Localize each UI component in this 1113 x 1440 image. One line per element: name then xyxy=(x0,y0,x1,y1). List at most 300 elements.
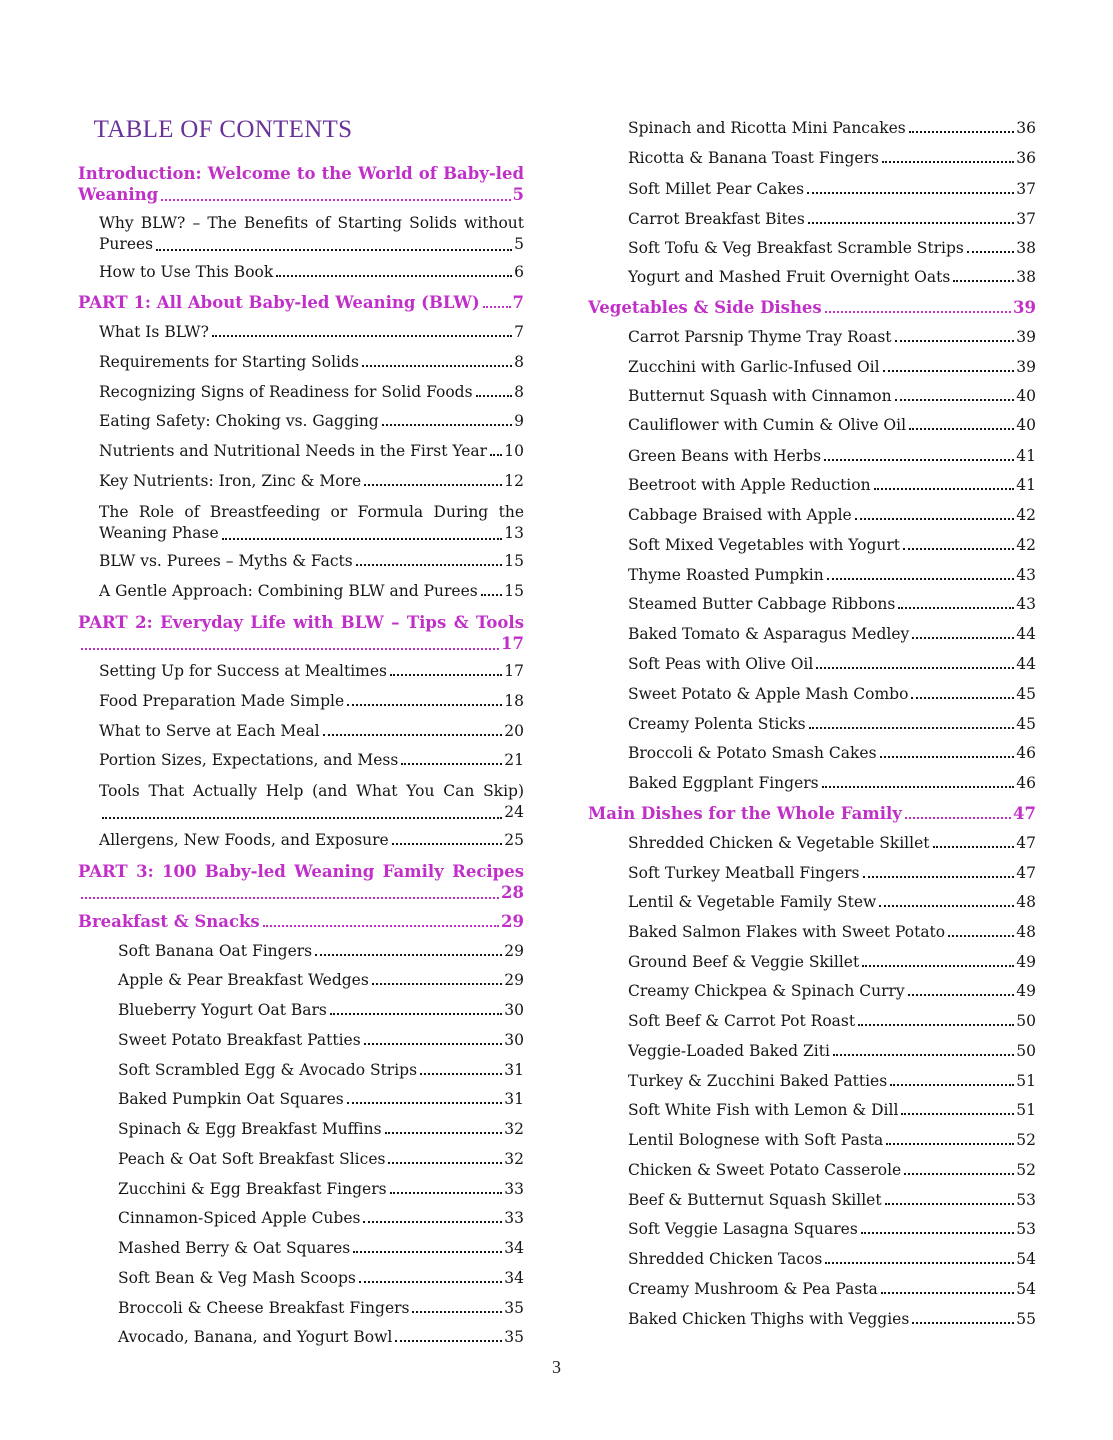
toc-page-number: 53 xyxy=(1016,1191,1036,1209)
toc-entry-title: The Role of Breastfeeding or Formula During the xyxy=(99,503,524,521)
toc-entry[interactable] xyxy=(628,864,1036,882)
toc-entry[interactable] xyxy=(628,210,1036,228)
toc-entry-title: Setting Up for Success at Mealtimes xyxy=(99,662,387,680)
toc-entry-title: Soft Turkey Meatball Fingers xyxy=(628,864,860,882)
dot-leader xyxy=(347,1101,503,1104)
toc-page-number: 20 xyxy=(504,722,524,740)
toc-page-number: 12 xyxy=(504,472,524,490)
toc-page-number: 13 xyxy=(504,524,524,542)
toc-page-number: 21 xyxy=(504,751,524,769)
toc-page-number: 54 xyxy=(1016,1250,1036,1268)
toc-page-number: 38 xyxy=(1016,268,1036,286)
toc-entry-title: Zucchini with Garlic-Infused Oil xyxy=(628,358,880,376)
toc-page-number: 33 xyxy=(504,1209,524,1227)
toc-entry-title: Green Beans with Herbs xyxy=(628,447,822,465)
toc-page-number: 44 xyxy=(1016,655,1036,673)
toc-entry-title: Spinach and Ricotta Mini Pancakes xyxy=(628,119,906,137)
toc-entry-title: Breakfast & Snacks xyxy=(78,912,260,931)
toc-entry[interactable] xyxy=(118,1269,524,1287)
dot-leader xyxy=(363,1220,502,1223)
toc-entry[interactable] xyxy=(99,692,524,710)
toc-entry[interactable] xyxy=(99,831,524,849)
toc-entry[interactable] xyxy=(99,412,524,430)
toc-entry[interactable] xyxy=(118,942,524,960)
dot-leader xyxy=(382,423,512,426)
toc-page-number: 39 xyxy=(1016,328,1036,346)
toc-entry-title: Mashed Berry & Oat Squares xyxy=(118,1239,351,1257)
dot-leader xyxy=(882,160,1014,163)
toc-page-number: 28 xyxy=(501,883,524,902)
toc-entry-title: Cauliflower with Cumin & Olive Oil xyxy=(628,416,907,434)
toc-entry-continuation xyxy=(99,234,524,255)
dot-leader xyxy=(886,1142,1014,1145)
dot-leader xyxy=(385,1131,503,1134)
toc-entry[interactable] xyxy=(118,1031,524,1049)
toc-page-number: 35 xyxy=(504,1299,524,1317)
toc-entry[interactable] xyxy=(628,655,1036,673)
toc-page-number: 8 xyxy=(514,353,524,371)
toc-page-number: 44 xyxy=(1016,625,1036,643)
toc-entry-title: Main Dishes for the Whole Family xyxy=(588,804,902,823)
toc-entry-title: Ground Beef & Veggie Skillet xyxy=(628,953,860,971)
toc-entry[interactable] xyxy=(118,1299,524,1317)
dot-leader xyxy=(883,369,1015,372)
dot-leader xyxy=(933,845,1015,848)
toc-entry[interactable] xyxy=(628,239,1036,257)
dot-leader xyxy=(401,762,502,765)
toc-entry[interactable] xyxy=(628,1131,1036,1149)
toc-section-heading[interactable] xyxy=(78,293,524,312)
toc-page-number: 15 xyxy=(504,552,524,570)
dot-leader xyxy=(909,427,1014,430)
toc-page-number: 45 xyxy=(1016,685,1036,703)
toc-page-number: 39 xyxy=(1016,358,1036,376)
toc-page-number: 5 xyxy=(514,235,524,253)
toc-entry-title: Vegetables & Side Dishes xyxy=(588,298,822,317)
dot-leader xyxy=(323,733,503,736)
toc-entry[interactable] xyxy=(628,715,1036,733)
toc-entry[interactable] xyxy=(118,1328,524,1346)
toc-page-number: 6 xyxy=(514,263,524,281)
dot-leader xyxy=(901,1112,1014,1115)
dot-leader xyxy=(364,483,502,486)
toc-entry[interactable] xyxy=(628,685,1036,703)
toc-page-number: 38 xyxy=(1016,239,1036,257)
dot-leader xyxy=(412,1310,502,1313)
toc-entry[interactable] xyxy=(628,180,1036,198)
toc-entry[interactable] xyxy=(99,353,524,371)
toc-entry-title: Sweet Potato & Apple Mash Combo xyxy=(628,685,909,703)
toc-entry-title: Baked Chicken Thighs with Veggies xyxy=(628,1310,910,1328)
toc-entry-title: Creamy Polenta Sticks xyxy=(628,715,806,733)
dot-leader xyxy=(353,1250,502,1253)
dot-leader xyxy=(905,816,1011,819)
toc-page-number: 52 xyxy=(1016,1131,1036,1149)
toc-section-heading[interactable] xyxy=(78,612,524,654)
toc-entry[interactable] xyxy=(628,1250,1036,1268)
toc-section-heading[interactable] xyxy=(78,912,524,931)
toc-page-number: 36 xyxy=(1016,149,1036,167)
toc-entry[interactable] xyxy=(628,416,1036,434)
toc-entry[interactable] xyxy=(628,1161,1036,1179)
toc-entry-title: Recognizing Signs of Readiness for Solid Foods xyxy=(99,383,473,401)
toc-entry[interactable] xyxy=(628,387,1036,405)
toc-entry-title: PART 2: Everyday Life with BLW – Tips & Tools xyxy=(78,613,524,632)
toc-entry-title: Tools That Actually Help (and What You Can Skip) xyxy=(99,782,524,800)
toc-entry-title: Ricotta & Banana Toast Fingers xyxy=(628,149,879,167)
toc-page-number: 25 xyxy=(504,831,524,849)
toc-page-number: 37 xyxy=(1016,210,1036,228)
toc-entry-continuation xyxy=(78,184,524,205)
toc-entry-title: Creamy Chickpea & Spinach Curry xyxy=(628,982,905,1000)
toc-page-number: 29 xyxy=(501,912,524,931)
toc-entry-title: PART 3: 100 Baby-led Weaning Family Recipes xyxy=(78,862,524,881)
toc-page-number: 29 xyxy=(504,942,524,960)
dot-leader xyxy=(476,394,513,397)
toc-entry-title: Key Nutrients: Iron, Zinc & More xyxy=(99,472,362,490)
toc-entry-title-cont: Weaning xyxy=(78,185,159,204)
toc-page-number: 15 xyxy=(504,582,524,600)
toc-entry-title: Eating Safety: Choking vs. Gagging xyxy=(99,412,379,430)
toc-entry-title: Baked Eggplant Fingers xyxy=(628,774,819,792)
toc-entry[interactable] xyxy=(628,328,1036,346)
toc-entry-title: Broccoli & Cheese Breakfast Fingers xyxy=(118,1299,410,1317)
toc-entry[interactable] xyxy=(628,923,1036,941)
toc-page-number: 39 xyxy=(1013,298,1036,317)
toc-entry[interactable] xyxy=(118,1001,524,1019)
toc-entry[interactable] xyxy=(628,625,1036,643)
page-title: TABLE OF CONTENTS xyxy=(93,116,353,143)
toc-page-number: 49 xyxy=(1016,953,1036,971)
toc-page-number: 30 xyxy=(504,1031,524,1049)
toc-page-number: 7 xyxy=(514,323,524,341)
dot-leader xyxy=(858,1023,1014,1026)
toc-page-number: 9 xyxy=(514,412,524,430)
dot-leader xyxy=(833,1053,1014,1056)
dot-leader xyxy=(827,577,1015,580)
toc-entry-title: Cabbage Braised with Apple xyxy=(628,506,852,524)
toc-entry-title: Veggie-Loaded Baked Ziti xyxy=(628,1042,830,1060)
toc-entry-title: Baked Salmon Flakes with Sweet Potato xyxy=(628,923,946,941)
toc-entry[interactable] xyxy=(118,1120,524,1138)
toc-entry-title: What Is BLW? xyxy=(99,323,209,341)
toc-section-heading[interactable] xyxy=(78,163,524,205)
toc-entry-title: A Gentle Approach: Combining BLW and Purees xyxy=(99,582,478,600)
toc-page-number: 34 xyxy=(504,1239,524,1257)
dot-leader xyxy=(904,1172,1014,1175)
dot-leader xyxy=(156,248,512,251)
toc-entry-title: Broccoli & Potato Smash Cakes xyxy=(628,744,877,762)
dot-leader xyxy=(967,250,1014,253)
toc-entry[interactable] xyxy=(118,1090,524,1108)
toc-entry-title: Apple & Pear Breakfast Wedges xyxy=(118,971,369,989)
toc-page-number: 50 xyxy=(1016,1042,1036,1060)
toc-page-number: 51 xyxy=(1016,1072,1036,1090)
toc-entry[interactable] xyxy=(628,774,1036,792)
toc-entry-title: PART 1: All About Baby-led Weaning (BLW) xyxy=(78,293,480,312)
toc-page-number: 10 xyxy=(504,442,524,460)
dot-leader xyxy=(420,1072,502,1075)
toc-entry-title: Butternut Squash with Cinnamon xyxy=(628,387,892,405)
toc-entry[interactable] xyxy=(99,472,524,490)
dot-leader xyxy=(347,703,502,706)
toc-entry[interactable] xyxy=(99,662,524,680)
toc-entry-title: Soft Tofu & Veg Breakfast Scramble Strips xyxy=(628,239,964,257)
toc-entry-title: Soft Millet Pear Cakes xyxy=(628,180,805,198)
toc-entry[interactable] xyxy=(628,982,1036,1000)
toc-page-number: 47 xyxy=(1016,864,1036,882)
toc-page-number: 47 xyxy=(1016,834,1036,852)
dot-leader xyxy=(855,517,1015,520)
toc-page-number: 35 xyxy=(504,1328,524,1346)
toc-entry[interactable] xyxy=(628,566,1036,584)
toc-entry[interactable] xyxy=(628,1310,1036,1328)
toc-entry-title: Soft Veggie Lasagna Squares xyxy=(628,1220,858,1238)
toc-page-number: 43 xyxy=(1016,566,1036,584)
toc-page-number: 33 xyxy=(504,1180,524,1198)
dot-leader xyxy=(395,1339,502,1342)
toc-section-heading[interactable] xyxy=(588,804,1036,823)
dot-leader xyxy=(895,398,1015,401)
toc-entry-title-cont: Weaning Phase xyxy=(99,524,219,542)
toc-page-number: 43 xyxy=(1016,595,1036,613)
toc-entry-continuation xyxy=(78,882,524,903)
toc-page-number: 40 xyxy=(1016,387,1036,405)
page-number: 3 xyxy=(552,1357,561,1377)
dot-leader xyxy=(908,993,1015,996)
dot-leader xyxy=(212,334,512,337)
toc-page-number: 8 xyxy=(514,383,524,401)
toc-entry-title: Why BLW? – The Benefits of Starting Solids without xyxy=(99,214,524,232)
toc-entry-title: Sweet Potato Breakfast Patties xyxy=(118,1031,361,1049)
toc-entry-title: Peach & Oat Soft Breakfast Slices xyxy=(118,1150,386,1168)
toc-entry[interactable] xyxy=(628,358,1036,376)
dot-leader xyxy=(885,1202,1015,1205)
dot-leader xyxy=(909,130,1015,133)
toc-entry-title: Portion Sizes, Expectations, and Mess xyxy=(99,751,399,769)
dot-leader xyxy=(953,279,1014,282)
toc-entry[interactable] xyxy=(628,893,1036,911)
toc-entry-continuation xyxy=(99,523,524,544)
toc-entry[interactable] xyxy=(99,582,524,600)
toc-entry[interactable] xyxy=(628,268,1036,286)
toc-entry-title: Soft Mixed Vegetables with Yogurt xyxy=(628,536,900,554)
toc-entry-title: Spinach & Egg Breakfast Muffins xyxy=(118,1120,382,1138)
dot-leader xyxy=(879,904,1014,907)
toc-entry-title: Carrot Breakfast Bites xyxy=(628,210,805,228)
toc-page-number: 17 xyxy=(504,662,524,680)
toc-page-number: 31 xyxy=(504,1061,524,1079)
toc-entry[interactable] xyxy=(628,149,1036,167)
toc-entry-title: Yogurt and Mashed Fruit Overnight Oats xyxy=(628,268,951,286)
dot-leader xyxy=(372,982,502,985)
toc-entry[interactable] xyxy=(99,323,524,341)
toc-entry[interactable] xyxy=(628,1280,1036,1298)
dot-leader xyxy=(390,1191,503,1194)
dot-leader xyxy=(161,198,510,201)
toc-entry[interactable] xyxy=(118,1209,524,1227)
toc-entry[interactable] xyxy=(99,383,524,401)
dot-leader xyxy=(315,953,502,956)
toc-entry[interactable] xyxy=(628,1012,1036,1030)
toc-page-number: 37 xyxy=(1016,180,1036,198)
dot-leader xyxy=(808,221,1014,224)
toc-entry[interactable] xyxy=(99,552,524,570)
toc-entry-title: Soft Banana Oat Fingers xyxy=(118,942,313,960)
toc-entry-title: Soft Scrambled Egg & Avocado Strips xyxy=(118,1061,418,1079)
toc-entry-title: Soft Beef & Carrot Pot Roast xyxy=(628,1012,856,1030)
dot-leader xyxy=(863,875,1015,878)
dot-leader xyxy=(880,755,1015,758)
toc-entry[interactable] xyxy=(628,1042,1036,1060)
toc-page-number: 54 xyxy=(1016,1280,1036,1298)
toc-page-number: 51 xyxy=(1016,1101,1036,1119)
toc-entry[interactable] xyxy=(99,263,524,281)
toc-entry[interactable] xyxy=(628,119,1036,137)
dot-leader xyxy=(825,1261,1014,1264)
dot-leader xyxy=(102,816,502,819)
toc-page-number: 24 xyxy=(504,803,524,821)
toc-entry[interactable] xyxy=(99,781,524,823)
toc-entry-title: Requirements for Starting Solids xyxy=(99,353,359,371)
toc-entry-title: Introduction: Welcome to the World of Baby-led xyxy=(78,164,524,183)
toc-entry[interactable] xyxy=(628,1072,1036,1090)
toc-entry[interactable] xyxy=(99,722,524,740)
toc-entry-title: BLW vs. Purees – Myths & Facts xyxy=(99,552,353,570)
toc-entry-title: Shredded Chicken & Vegetable Skillet xyxy=(628,834,930,852)
dot-leader xyxy=(807,191,1014,194)
dot-leader xyxy=(390,673,502,676)
toc-entry[interactable] xyxy=(118,971,524,989)
toc-entry-title: Lentil Bolognese with Soft Pasta xyxy=(628,1131,884,1149)
toc-page-number: 49 xyxy=(1016,982,1036,1000)
toc-page-number: 42 xyxy=(1016,506,1036,524)
toc-page-number: 45 xyxy=(1016,715,1036,733)
toc-page-number: 46 xyxy=(1016,774,1036,792)
dot-leader xyxy=(912,1321,1014,1324)
toc-page-number: 40 xyxy=(1016,416,1036,434)
toc-page-number: 46 xyxy=(1016,744,1036,762)
toc-entry-title: Avocado, Banana, and Yogurt Bowl xyxy=(118,1328,393,1346)
dot-leader xyxy=(392,842,503,845)
toc-entry-title: Baked Pumpkin Oat Squares xyxy=(118,1090,344,1108)
toc-entry[interactable] xyxy=(118,1180,524,1198)
dot-leader xyxy=(222,537,503,540)
toc-entry-title: Allergens, New Foods, and Exposure xyxy=(99,831,389,849)
toc-page-number: 36 xyxy=(1016,119,1036,137)
toc-section-heading[interactable] xyxy=(588,298,1036,317)
dot-leader xyxy=(881,1291,1015,1294)
toc-entry[interactable] xyxy=(628,834,1036,852)
toc-entry-title: Beef & Butternut Squash Skillet xyxy=(628,1191,882,1209)
toc-page-number: 29 xyxy=(504,971,524,989)
toc-entry[interactable] xyxy=(628,1220,1036,1238)
dot-leader xyxy=(862,964,1014,967)
toc-entry-title: Thyme Roasted Pumpkin xyxy=(628,566,824,584)
toc-page-number: 31 xyxy=(504,1090,524,1108)
toc-entry-title: Shredded Chicken Tacos xyxy=(628,1250,823,1268)
toc-entry-title: Steamed Butter Cabbage Ribbons xyxy=(628,595,896,613)
dot-leader xyxy=(816,666,1014,669)
toc-page-number: 34 xyxy=(504,1269,524,1287)
toc-entry-title: Nutrients and Nutritional Needs in the First Year xyxy=(99,442,488,460)
toc-entry[interactable] xyxy=(118,1239,524,1257)
toc-entry[interactable] xyxy=(628,595,1036,613)
dot-leader xyxy=(483,305,511,308)
toc-page-number: 42 xyxy=(1016,536,1036,554)
toc-entry-title: Baked Tomato & Asparagus Medley xyxy=(628,625,910,643)
toc-entry-title: Food Preparation Made Simple xyxy=(99,692,345,710)
toc-entry[interactable] xyxy=(628,1191,1036,1209)
toc-page-number: 50 xyxy=(1016,1012,1036,1030)
toc-page-number: 32 xyxy=(504,1120,524,1138)
toc-page-number: 30 xyxy=(504,1001,524,1019)
dot-leader xyxy=(276,274,512,277)
toc-page-number: 48 xyxy=(1016,923,1036,941)
toc-entry-continuation xyxy=(78,633,524,654)
dot-leader xyxy=(861,1231,1014,1234)
dot-leader xyxy=(890,1083,1014,1086)
toc-page-number: 55 xyxy=(1016,1310,1036,1328)
dot-leader xyxy=(895,339,1015,342)
toc-entry-title: Soft Bean & Veg Mash Scoops xyxy=(118,1269,356,1287)
toc-entry[interactable] xyxy=(628,447,1036,465)
toc-page-number: 5 xyxy=(512,185,524,204)
toc-entry-title: Cinnamon-Spiced Apple Cubes xyxy=(118,1209,361,1227)
toc-entry[interactable] xyxy=(118,1150,524,1168)
toc-entry[interactable] xyxy=(628,953,1036,971)
toc-page-number: 18 xyxy=(504,692,524,710)
dot-leader xyxy=(81,896,499,899)
toc-entry[interactable] xyxy=(628,536,1036,554)
dot-leader xyxy=(824,458,1014,461)
toc-entry[interactable] xyxy=(628,1101,1036,1119)
dot-leader xyxy=(903,547,1014,550)
dot-leader xyxy=(481,593,503,596)
toc-entry-title: Soft White Fish with Lemon & Dill xyxy=(628,1101,899,1119)
toc-entry-title: Chicken & Sweet Potato Casserole xyxy=(628,1161,902,1179)
toc-entry[interactable] xyxy=(99,502,524,544)
toc-entry-continuation xyxy=(99,802,524,823)
toc-entry[interactable] xyxy=(628,506,1036,524)
toc-entry-title: Lentil & Vegetable Family Stew xyxy=(628,893,877,911)
dot-leader xyxy=(490,453,502,456)
toc-entry[interactable] xyxy=(99,751,524,769)
dot-leader xyxy=(822,785,1015,788)
toc-entry[interactable] xyxy=(99,213,524,255)
dot-leader xyxy=(912,636,1014,639)
toc-entry-title: Zucchini & Egg Breakfast Fingers xyxy=(118,1180,387,1198)
toc-section-heading[interactable] xyxy=(78,861,524,903)
toc-entry[interactable] xyxy=(118,1061,524,1079)
toc-page-number: 41 xyxy=(1016,447,1036,465)
dot-leader xyxy=(874,487,1015,490)
toc-page-number: 47 xyxy=(1013,804,1036,823)
toc-entry-title-cont: Purees xyxy=(99,235,154,253)
dot-leader xyxy=(263,924,499,927)
dot-leader xyxy=(364,1042,503,1045)
dot-leader xyxy=(809,726,1015,729)
dot-leader xyxy=(911,696,1014,699)
toc-page-number: 32 xyxy=(504,1150,524,1168)
toc-entry[interactable] xyxy=(628,476,1036,494)
toc-entry-title: Turkey & Zucchini Baked Patties xyxy=(628,1072,888,1090)
dot-leader xyxy=(388,1161,502,1164)
toc-page-number: 17 xyxy=(501,634,524,653)
toc-entry[interactable] xyxy=(628,744,1036,762)
dot-leader xyxy=(356,563,503,566)
toc-entry[interactable] xyxy=(99,442,524,460)
